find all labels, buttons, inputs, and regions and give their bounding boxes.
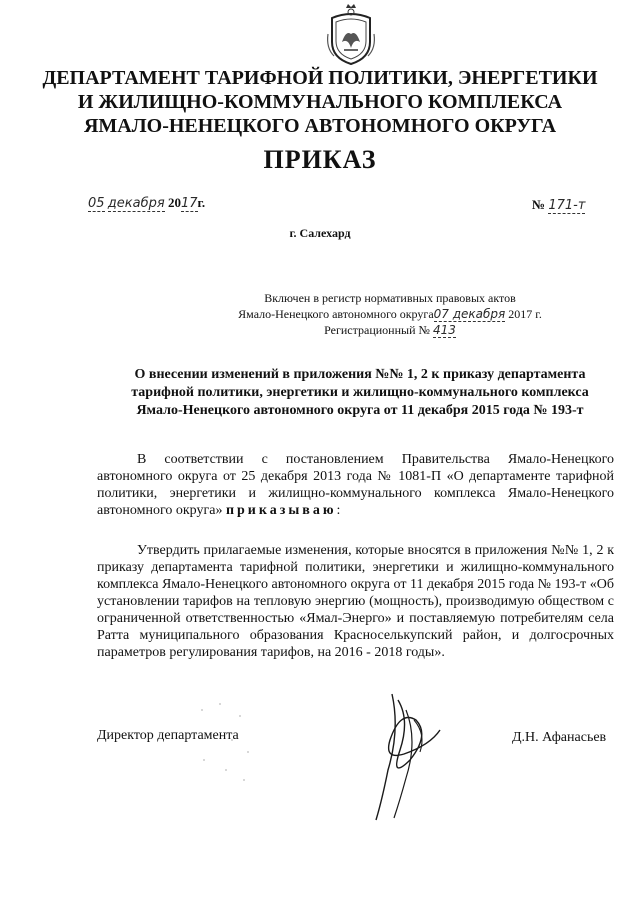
subject-line2: тарифной политики, энергетики и жилищно-коммунального комплекса	[131, 385, 589, 400]
order-date-year-label: г.	[197, 195, 206, 210]
department-name-line2: И ЖИЛИЩНО-КОММУНАЛЬНОГО КОМПЛЕКСА	[77, 91, 563, 113]
registry-line2-prefix: Ямало-Ненецкого автономного округа	[238, 307, 434, 321]
order-date	[88, 195, 205, 211]
signatory-position: Директор департамента	[97, 728, 239, 743]
order-subject	[100, 366, 620, 420]
order-date-year-prefix: 20	[167, 195, 181, 210]
order-date-year-suffix: 17	[180, 196, 198, 211]
signatory-name: Д.Н. Афанасьев	[512, 730, 607, 745]
registry-line1: Включен в регистр нормативных правовых актов	[264, 291, 516, 305]
order-date-month: декабря	[107, 196, 165, 211]
subject-line1: О внесении изменений в приложения №№ 1, 2 к приказу департамента	[134, 367, 586, 382]
registry-line2	[200, 306, 580, 322]
order-date-day: 05	[88, 196, 105, 211]
operative-paragraph: Утвердить прилагаемые изменения, которые вносятся в приложения №№ 1, 2 к приказу департамента тарифной политики, энергетики и жилищно-коммунального комплекса Ямало-Ненецкого автономного округа от 11 декабря 2015 года № 193-т «Об установлении тарифов на тепловую энергию (мощность), производимую обществом с ограниченной ответственностью «Ямал-Энерго» и поставляемую потребителям села Ратта муниципального образования Красноселькупский район, и долгосрочных параметров регулирования тарифов, на 2016 - 2018 годы».	[97, 543, 614, 660]
coat-of-arms-emblem	[324, 4, 378, 66]
order-word: приказываю	[225, 503, 337, 518]
registry-number: 413	[432, 323, 456, 337]
registry-date: 07 декабря	[433, 307, 506, 321]
preamble-text: В соответствии с постановлением Правительства Ямало-Ненецкого автономного округа от 25 декабря 2013 года № 1081-П «О департаменте тарифной политики, энергетики и жилищно-коммунального комплекса Ямало-Ненецкого автономного округа»	[97, 452, 614, 518]
order-word-colon: :	[336, 503, 341, 518]
city: г. Салехард	[289, 226, 351, 240]
order-number	[532, 197, 585, 213]
registry-line3	[200, 322, 580, 338]
registry-number-label: Регистрационный №	[324, 323, 430, 337]
order-title: ПРИКАЗ	[263, 145, 377, 174]
department-name-line3: ЯМАЛО-НЕНЕЦКОГО АВТОНОМНОГО ОКРУГА	[83, 115, 557, 137]
order-number-label: №	[532, 197, 546, 212]
registry-year: 2017 г.	[508, 307, 542, 321]
department-name	[0, 66, 640, 138]
preamble-paragraph	[97, 451, 614, 519]
registry-note	[200, 290, 580, 338]
order-number-value: 171-т	[548, 198, 586, 213]
handwritten-signature	[370, 690, 460, 825]
department-name-line1: ДЕПАРТАМЕНТ ТАРИФНОЙ ПОЛИТИКИ, ЭНЕРГЕТИКИ	[42, 67, 598, 89]
subject-line3: Ямало-Ненецкого автономного округа от 11 декабря 2015 года № 193-т	[136, 403, 584, 418]
